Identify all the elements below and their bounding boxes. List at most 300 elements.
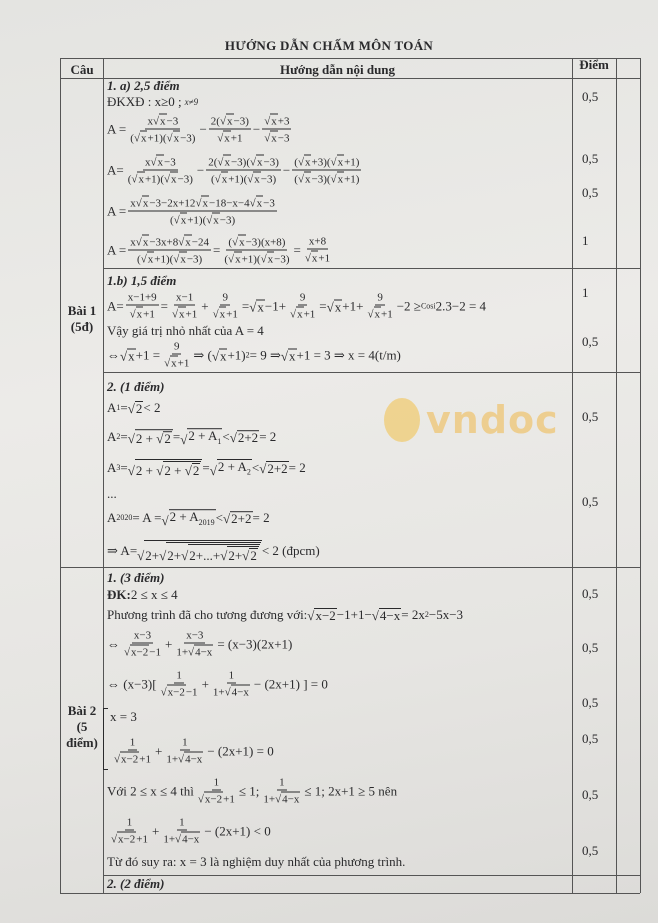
math-text: 2 + xyxy=(164,463,185,478)
formula-line xyxy=(107,235,334,266)
radicand xyxy=(163,461,201,477)
radical-sign-icon: √ xyxy=(297,156,304,169)
math-text: A = xyxy=(107,121,127,136)
radical-sign-icon: √ xyxy=(181,548,189,563)
section-title xyxy=(107,79,180,93)
math-text: −1 xyxy=(149,646,161,659)
square-root xyxy=(161,685,186,699)
square-root xyxy=(173,252,187,266)
radical-sign-icon: √ xyxy=(140,253,147,266)
numerator xyxy=(227,670,237,684)
column-divider xyxy=(572,58,573,893)
square-root xyxy=(159,542,261,562)
math-text: x xyxy=(202,197,208,210)
denominator xyxy=(126,171,195,186)
math-text: x xyxy=(239,236,245,249)
fraction xyxy=(261,777,302,806)
fraction xyxy=(122,630,163,659)
square-root xyxy=(215,172,229,186)
row-divider xyxy=(103,875,640,876)
denominator xyxy=(209,171,278,186)
radicand xyxy=(223,155,231,169)
fraction xyxy=(174,630,215,659)
math-text: x−3 xyxy=(186,629,204,642)
math-text: x xyxy=(256,197,263,210)
radical-sign-icon: √ xyxy=(195,197,202,210)
subscript: 2020 xyxy=(116,513,133,522)
math-text: x xyxy=(219,308,226,321)
radical-sign-icon: √ xyxy=(242,548,250,563)
numerator xyxy=(125,817,135,831)
math-text: x xyxy=(337,173,344,186)
math-text: 1+ xyxy=(263,793,276,806)
math-text: −3x+8 xyxy=(149,236,179,249)
radical-sign-icon: √ xyxy=(250,156,257,169)
radical-sign-icon: √ xyxy=(304,252,311,265)
math-text: A= xyxy=(107,298,124,313)
radical-sign-icon: √ xyxy=(260,253,267,266)
math-text: 2+ xyxy=(228,548,243,563)
math-text: < xyxy=(251,460,260,475)
fraction xyxy=(211,670,252,699)
math-text: +1 xyxy=(230,132,243,145)
denominator xyxy=(159,684,200,699)
math-text: ≤ 1; 2x+1 ≥ 5 nên xyxy=(304,783,398,798)
math-text: − (2x+1) < 0 xyxy=(204,823,271,838)
watermark-logo-text: vndoc xyxy=(426,398,559,442)
square-root xyxy=(327,299,343,313)
radical-sign-icon: √ xyxy=(127,431,135,446)
math-text: x xyxy=(254,173,260,186)
numerator xyxy=(177,817,187,831)
math-text: x xyxy=(297,308,303,321)
math-text: 1 xyxy=(179,816,185,829)
radical-sign-icon: √ xyxy=(217,132,224,145)
radical-sign-icon: √ xyxy=(367,308,374,321)
math-text: x xyxy=(304,173,311,186)
radical-sign-icon: √ xyxy=(326,299,334,314)
math-text: − (2x+1) = 0 xyxy=(207,743,274,758)
denominator xyxy=(211,684,252,699)
subscript: 2019 xyxy=(198,517,215,527)
section-title xyxy=(107,274,176,288)
square-root xyxy=(210,459,252,477)
radicand xyxy=(288,348,297,362)
radicand xyxy=(178,307,186,321)
math-text: −3) xyxy=(263,156,279,169)
score: 0,5 xyxy=(582,731,599,746)
math-text: 2 xyxy=(135,401,143,416)
radical-sign-icon: √ xyxy=(220,548,228,563)
square-root xyxy=(114,752,139,766)
denominator xyxy=(135,251,204,266)
math-text: ( xyxy=(137,253,141,266)
math-text: A xyxy=(107,429,117,444)
radicand xyxy=(281,792,300,806)
score: 0,5 xyxy=(582,151,599,166)
square-root xyxy=(230,430,259,444)
numerator xyxy=(174,292,195,306)
numerator xyxy=(126,292,159,306)
condition-line xyxy=(107,95,198,109)
square-root xyxy=(331,155,345,169)
math-text: 2+ xyxy=(145,548,160,563)
radical-sign-icon: √ xyxy=(164,357,171,370)
radical-sign-icon: √ xyxy=(330,173,337,186)
score: 1 xyxy=(582,285,589,300)
math-text: x xyxy=(257,299,264,314)
math-text: x xyxy=(160,115,166,128)
math-text: 9 xyxy=(377,291,383,304)
denominator xyxy=(109,831,150,846)
math-text: x xyxy=(267,253,274,266)
denominator xyxy=(215,130,244,145)
radicand xyxy=(170,172,178,186)
square-root xyxy=(131,172,145,186)
math-text: Với 2 ≤ x ≤ 4 thì xyxy=(107,783,194,798)
math-text: −3) xyxy=(177,173,193,186)
square-root xyxy=(162,509,216,527)
math-text: x−2 xyxy=(118,833,136,846)
radicand xyxy=(238,235,246,249)
square-root xyxy=(225,685,250,699)
math-text: x xyxy=(128,348,135,363)
math-text: 9 xyxy=(222,291,228,304)
radicand xyxy=(296,307,304,321)
numerator xyxy=(298,292,308,306)
section-title xyxy=(107,380,164,394)
table-border-right xyxy=(640,58,641,893)
math-text: x xyxy=(289,348,296,363)
square-root xyxy=(120,348,136,362)
fraction xyxy=(365,292,394,321)
math-text: −3) xyxy=(180,132,196,145)
numerator xyxy=(209,114,251,130)
condition-line xyxy=(107,588,178,602)
radicand xyxy=(169,509,216,527)
math-text: −3)( xyxy=(311,173,331,186)
math-text: 2 + xyxy=(135,431,157,446)
formula-line xyxy=(107,509,270,527)
square-root xyxy=(185,463,201,477)
score: 0,5 xyxy=(582,640,599,655)
denominator xyxy=(174,644,215,659)
radicand xyxy=(227,546,258,562)
score: 0,5 xyxy=(582,586,599,601)
denominator xyxy=(112,751,153,766)
fraction xyxy=(209,114,251,145)
fraction xyxy=(211,292,240,321)
math-text: = xyxy=(241,298,250,313)
math-text: = 9 ⇒ xyxy=(249,347,281,362)
radicand xyxy=(188,544,260,562)
radicand xyxy=(194,645,213,659)
score: 0,5 xyxy=(582,494,599,509)
score: 1 xyxy=(582,233,589,248)
denominator xyxy=(162,355,191,370)
math-text: − xyxy=(282,162,291,177)
denominator xyxy=(122,644,163,659)
numerator xyxy=(180,737,190,751)
radicand xyxy=(217,459,252,477)
fraction xyxy=(128,196,277,227)
radicand xyxy=(117,832,136,846)
math-text: = 2 xyxy=(252,510,270,525)
radical-sign-icon: √ xyxy=(156,431,164,446)
math-text: ( xyxy=(228,236,233,249)
math-text: 4−x xyxy=(231,686,249,699)
math-text: x xyxy=(171,357,177,370)
square-root xyxy=(217,155,231,169)
math-text: x xyxy=(147,115,153,128)
radicand xyxy=(184,752,203,766)
math-text: − xyxy=(196,162,205,177)
radical-sign-icon: √ xyxy=(159,548,167,563)
formula-line xyxy=(107,670,328,699)
radical-sign-icon: √ xyxy=(178,753,185,766)
fraction xyxy=(159,670,200,699)
math-text: −3)(x+8) xyxy=(245,236,286,249)
math-text: +1+ xyxy=(342,298,364,313)
numerator xyxy=(128,737,138,751)
radical-sign-icon: √ xyxy=(217,156,224,169)
denominator xyxy=(164,751,205,766)
row-label-bai2 xyxy=(60,703,104,751)
math-text: −3 xyxy=(263,197,275,210)
numerator xyxy=(174,670,184,684)
math-text: 1 xyxy=(279,776,285,789)
math-text: x+8 xyxy=(308,235,327,248)
radicand xyxy=(127,348,136,362)
radical-sign-icon: √ xyxy=(180,431,188,447)
math-text: −5x−3 xyxy=(428,607,464,622)
math-text: −3) xyxy=(219,214,236,227)
square-root xyxy=(195,196,209,210)
math-text: +3)( xyxy=(311,156,331,169)
math-text: = xyxy=(172,429,181,444)
radical-sign-icon: √ xyxy=(224,686,231,699)
radicand xyxy=(237,430,259,444)
subscript: 3 xyxy=(116,463,121,472)
math-text: 2( xyxy=(210,115,220,128)
fraction xyxy=(161,817,202,846)
math-text: Từ đó suy ra: x = 3 là nghiệm duy nhất của phương trình. xyxy=(107,854,406,869)
square-root xyxy=(367,307,381,321)
math-text: −3 xyxy=(277,132,290,145)
bai1-label: Bài 1 xyxy=(67,303,97,318)
math-text: 1 xyxy=(176,669,182,682)
math-text: −2 ≥ xyxy=(396,298,421,313)
formula-line xyxy=(107,428,276,446)
math-text: +1 xyxy=(139,753,151,766)
radicand xyxy=(253,172,261,186)
numerator xyxy=(206,155,281,171)
math-text: A = xyxy=(107,203,127,218)
subscript: 2 xyxy=(246,467,251,477)
math-text: A xyxy=(107,510,117,525)
math-text: ... xyxy=(107,486,117,501)
math-text: +1)( xyxy=(187,214,207,227)
math-text: 2 + A xyxy=(217,459,247,475)
math-text: 2 xyxy=(250,548,257,563)
square-root xyxy=(275,792,300,806)
score: 0,5 xyxy=(582,787,599,802)
radicand xyxy=(226,114,234,128)
superscript: 2 xyxy=(245,350,250,359)
math-text: x−1+9 xyxy=(127,291,157,304)
formula-line xyxy=(107,817,271,846)
math-text: 2+2 xyxy=(267,461,288,476)
math-text: x xyxy=(142,197,149,210)
math-text: 9 xyxy=(173,340,180,353)
math-text: 1 xyxy=(228,669,235,682)
square-root xyxy=(111,832,136,846)
numerator xyxy=(145,114,180,130)
math-text: 2 + A xyxy=(188,428,218,444)
math-text: Vậy giá trị nhỏ nhất của A = 4 xyxy=(107,323,264,338)
denominator xyxy=(262,130,291,145)
radicand xyxy=(120,752,139,766)
math-text: 1. a) 2,5 điểm xyxy=(107,78,180,93)
radical-sign-icon: √ xyxy=(223,511,231,526)
math-text: +1)( xyxy=(241,253,261,266)
square-root xyxy=(372,608,401,622)
radical-sign-icon: √ xyxy=(371,608,379,623)
fraction xyxy=(292,155,361,186)
math-text: 2+2 xyxy=(237,430,259,445)
numerator xyxy=(128,235,211,251)
math-text: 4−x xyxy=(282,793,300,806)
superscript: Cosi xyxy=(420,301,436,310)
square-root xyxy=(223,511,252,525)
math-text: x xyxy=(138,173,144,186)
small-note: x≠9 xyxy=(184,97,199,107)
radical-sign-icon: √ xyxy=(211,348,219,363)
radicand xyxy=(135,401,144,415)
math-text: −1+ xyxy=(264,298,287,313)
radical-sign-icon: √ xyxy=(160,686,167,699)
fraction xyxy=(126,155,195,186)
formula-line xyxy=(107,196,279,227)
formula-line xyxy=(107,459,306,477)
square-root xyxy=(128,459,203,477)
math-text: 1.b) 1,5 điểm xyxy=(107,273,177,288)
bai2-points-unit: điểm) xyxy=(66,735,98,750)
math-text: 2+ xyxy=(167,548,182,563)
math-text: +1)( xyxy=(147,132,167,145)
radicand xyxy=(337,172,345,186)
radical-sign-icon: √ xyxy=(127,401,135,416)
math-text: + xyxy=(201,298,209,313)
math-text: = (x−3)(2x+1) xyxy=(217,636,293,651)
math-text: +1) xyxy=(344,173,360,186)
math-text: x xyxy=(213,214,219,227)
math-text: ( xyxy=(127,173,132,186)
math-text: +1)( xyxy=(144,173,164,186)
math-text: x xyxy=(140,132,147,145)
denominator xyxy=(365,306,394,321)
radical-sign-icon: √ xyxy=(166,132,173,145)
header-cau: Câu xyxy=(70,62,94,77)
math-text: +1 xyxy=(381,308,393,321)
math-text: ⇒ A= xyxy=(107,543,138,558)
radical-sign-icon: √ xyxy=(247,173,254,186)
denominator xyxy=(288,306,317,321)
row-divider xyxy=(103,372,640,373)
radical-sign-icon: √ xyxy=(206,214,213,227)
math-text: x xyxy=(235,253,241,266)
math-text: +1) xyxy=(227,347,246,362)
square-root xyxy=(261,252,275,266)
square-root xyxy=(164,356,178,370)
radical-sign-icon: √ xyxy=(297,173,304,186)
numerator xyxy=(292,155,361,171)
square-root xyxy=(167,131,181,145)
math-text: x xyxy=(144,156,151,169)
math-text: 2 + A xyxy=(169,509,199,525)
radical-sign-icon: √ xyxy=(188,646,195,659)
fraction xyxy=(170,292,199,321)
square-root xyxy=(156,431,172,445)
math-text: +1 xyxy=(177,357,190,370)
denominator xyxy=(211,306,240,321)
radicand xyxy=(374,307,382,321)
radical-sign-icon: √ xyxy=(163,173,171,186)
math-text: x xyxy=(271,115,277,128)
formula-line xyxy=(107,630,292,659)
radical-sign-icon: √ xyxy=(184,463,192,478)
math-text: −3−2x+12 xyxy=(149,197,196,210)
math-text: ⇔ xyxy=(107,636,120,651)
radical-sign-icon: √ xyxy=(152,115,160,128)
math-text: ( xyxy=(169,214,174,227)
text-line xyxy=(107,855,405,869)
denominator xyxy=(196,791,237,806)
score: 0,5 xyxy=(582,185,599,200)
math-text: ( xyxy=(294,156,298,169)
math-text: x−3 xyxy=(133,629,152,642)
radicand xyxy=(187,428,222,446)
math-text: x xyxy=(157,156,163,169)
fraction xyxy=(162,341,191,370)
radical-sign-icon: √ xyxy=(197,793,204,806)
table-border-left xyxy=(60,58,61,893)
square-root xyxy=(250,196,264,210)
radicand xyxy=(230,511,252,525)
math-text: −3) xyxy=(260,173,277,186)
square-root xyxy=(136,235,150,249)
math-text: A xyxy=(107,400,117,415)
bai1-points: (5đ) xyxy=(70,319,94,334)
math-text: + xyxy=(164,636,173,651)
radical-sign-icon: √ xyxy=(161,512,169,528)
numerator xyxy=(307,236,328,250)
radicand xyxy=(173,131,181,145)
square-root xyxy=(217,131,231,145)
radicand xyxy=(249,548,258,562)
math-text: −1 xyxy=(185,686,198,699)
math-text: 1+ xyxy=(176,646,189,659)
math-text: x−1 xyxy=(176,291,194,304)
math-text: x xyxy=(271,132,277,145)
math-text: = xyxy=(213,242,221,257)
square-root xyxy=(259,461,288,475)
square-root xyxy=(250,155,264,169)
radicand xyxy=(270,131,278,145)
radical-sign-icon: √ xyxy=(137,548,145,563)
radical-sign-icon: √ xyxy=(209,462,217,478)
math-text: x−2 xyxy=(131,646,149,659)
